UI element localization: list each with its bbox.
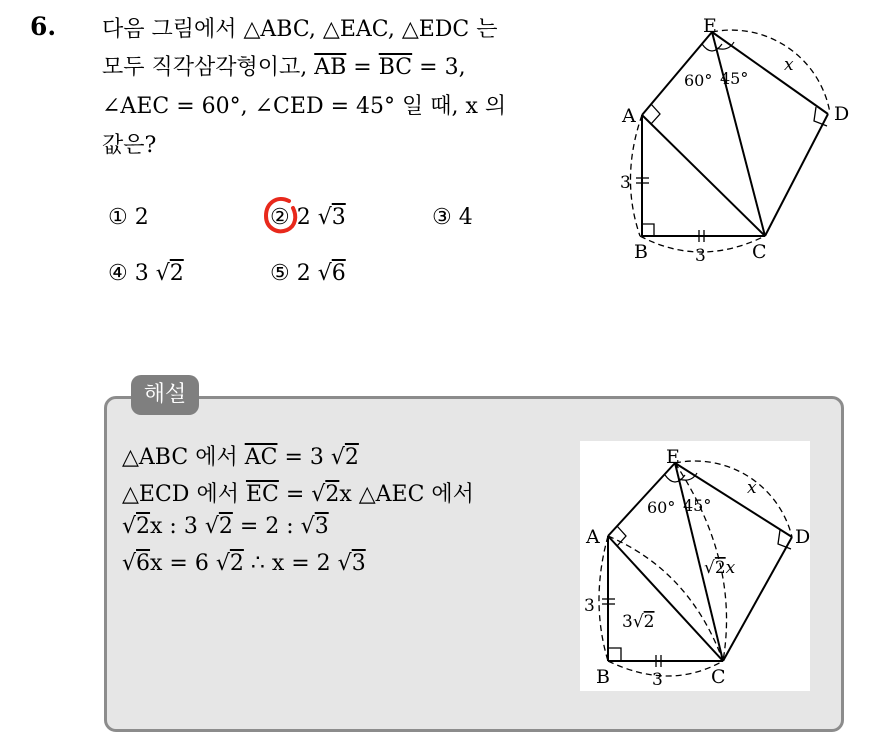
solution-figure (580, 441, 810, 691)
sol-label-ac-length: 3√2 (622, 612, 655, 632)
sol-label-angle-45: 45° (683, 496, 712, 515)
solution-tab: 해설 (131, 375, 199, 415)
sol-label-d: D (795, 526, 810, 548)
question-line-4: 값은? (102, 133, 157, 158)
choice-2[interactable]: ② 2 √3 (270, 205, 346, 230)
sol-label-b: B (596, 666, 610, 688)
question-number: 6. (30, 12, 57, 41)
choice-5[interactable]: ⑤ 2 √6 (270, 261, 346, 286)
right-angle-a (651, 104, 660, 124)
sol-label-side-ab: 3 (584, 596, 595, 616)
label-a: A (622, 105, 636, 127)
label-x: x (784, 55, 794, 75)
question-figure (600, 18, 860, 268)
answer-mark-circle (263, 196, 299, 236)
arc-ab (630, 115, 642, 236)
solution-line-2: △ECD 에서 $\overline{EC} = √2x$ △AEC 에서 (122, 482, 474, 507)
solution-line-4: √6x = 6 √2 ∴ x = 2 √3 (122, 551, 366, 576)
sol-label-angle-60: 60° (647, 498, 676, 517)
sol-label-e: E (666, 446, 680, 468)
label-e: E (703, 18, 717, 37)
label-d: D (834, 103, 850, 125)
label-c: C (752, 241, 767, 263)
choice-3[interactable]: ③ 4 (432, 205, 473, 230)
solution-line-1: △ABC 에서 $\overline{AC} = 3$ √2 (122, 445, 359, 470)
edge-ac (642, 115, 765, 236)
segment-bc: $\overline{BC}$ (378, 55, 413, 80)
right-angle-b (642, 224, 654, 236)
sol-label-side-bc: 3 (652, 670, 663, 690)
sol-label-a: A (586, 526, 600, 548)
question-line-3: ∠AEC = 60°, ∠CED = 45° 일 때, x 의 (102, 94, 507, 119)
label-b: B (634, 241, 648, 263)
choice-4[interactable]: ④ 3 √2 (108, 261, 184, 286)
solution-line-3: √2x : 3 √2 = 2 : √3 (122, 514, 329, 539)
segment-ab: $\overline{AB}$ (314, 55, 347, 80)
label-side-bc: 3 (695, 246, 706, 266)
edge-dc (765, 114, 828, 236)
sol-label-c: C (711, 666, 726, 688)
sol-label-ec-length: √2x (704, 558, 736, 578)
sol-label-x: x (747, 478, 757, 498)
label-angle-45: 45° (720, 69, 749, 88)
question-line-2: 모두 직각삼각형이고, $\overline{AB} = \overline{BC} = 3$, (102, 55, 466, 80)
edge-ec (712, 32, 765, 236)
choice-1[interactable]: ① 2 (108, 205, 149, 230)
label-side-ab: 3 (620, 173, 631, 193)
label-angle-60: 60° (684, 71, 713, 90)
question-line-1: 다음 그림에서 △ABC, △EAC, △EDC 는 (102, 17, 498, 42)
